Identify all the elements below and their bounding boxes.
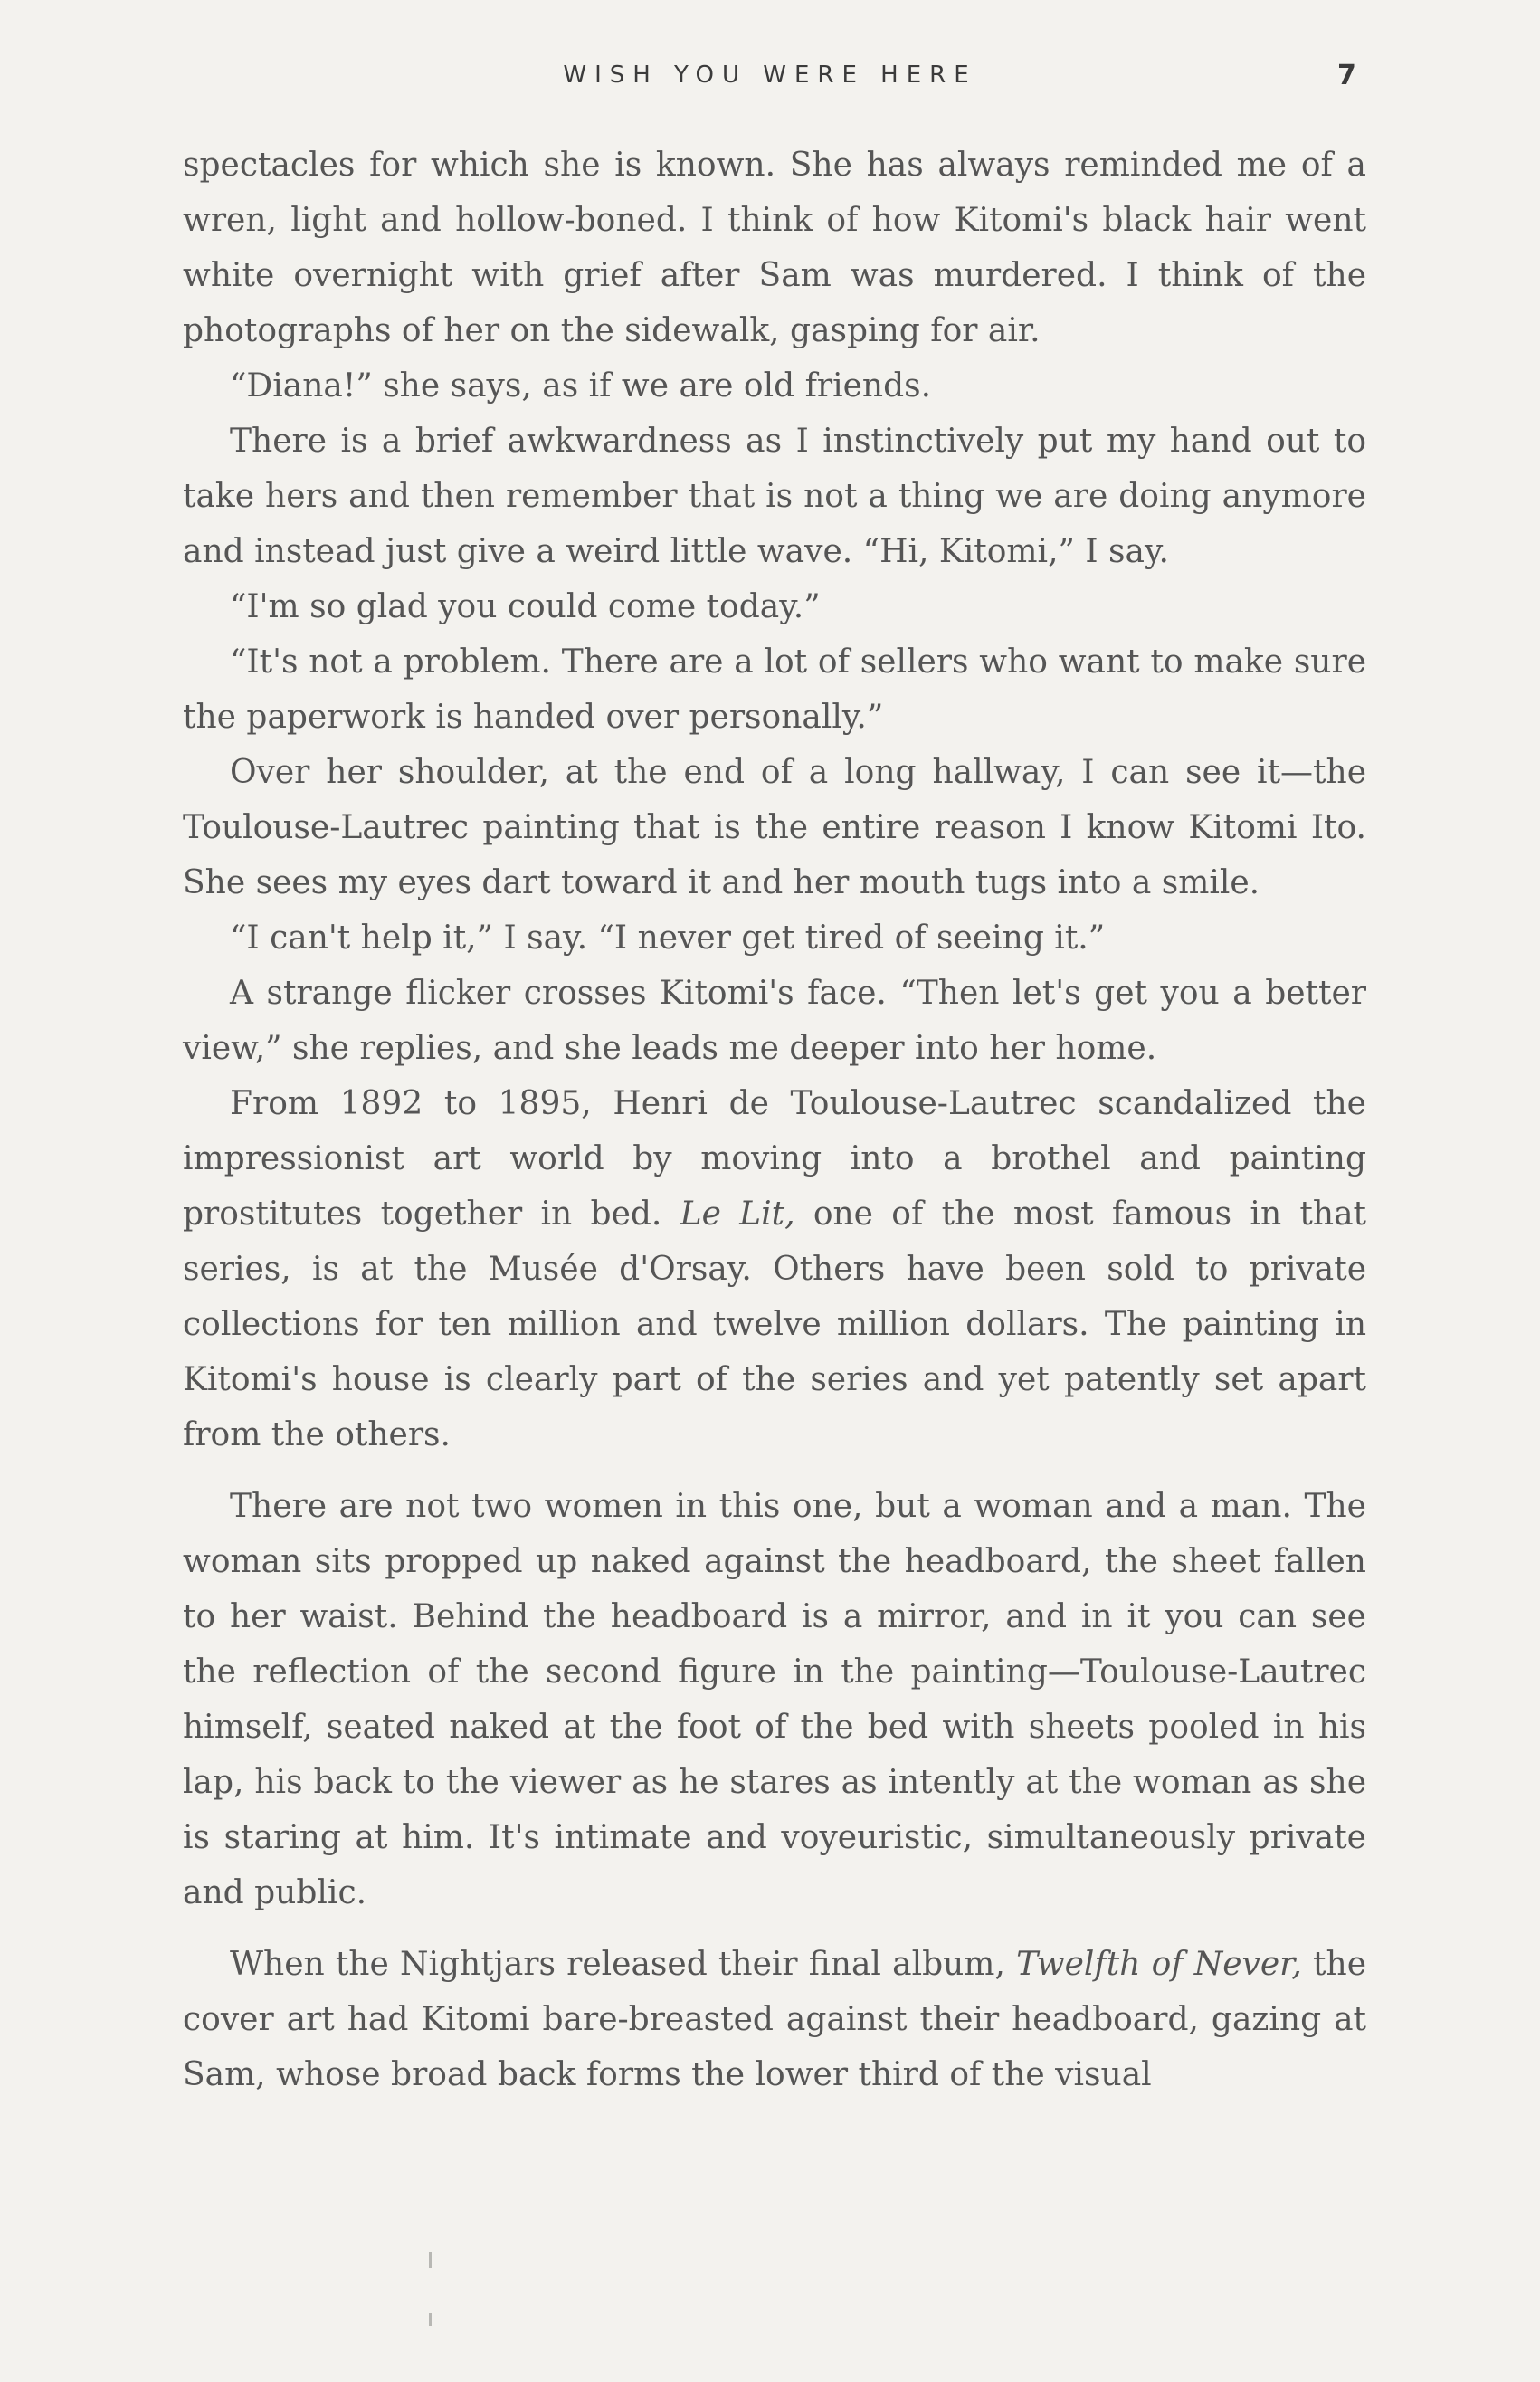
paragraph-6: Over her shoulder, at the end of a long hallway, I can see it—the Toulouse-Lautrec painting that is the entire reason I know Kitomi Ito. She sees my eyes dart toward it and her mouth tugs into a smile.	[183, 754, 1366, 901]
paragraph-9	[183, 1076, 1366, 1463]
scan-speck	[429, 2313, 432, 2326]
page-number: 7	[1337, 60, 1356, 91]
paragraph-11	[183, 1937, 1366, 2102]
paragraph-2: “Diana!” she says, as if we are old friends.	[230, 367, 932, 405]
paragraph-5: “It's not a problem. There are a lot of sellers who want to make sure the paperwork is handed over personally.”	[183, 643, 1366, 736]
paragraph-gap	[183, 1463, 1366, 1479]
paragraph-11-text-b: the cover art had Kitomi bare-breasted against their headboard, gazing at Sam, whose broad back forms the lower third of the visual	[183, 1946, 1366, 2093]
paragraph-10: There are not two women in this one, but a woman and a man. The woman sits propped up naked against the headboard, the sheet fallen to her waist. Behind the headboard is a mirror, and in it you can see the reflection of the second figure in the painting—Toulouse-Lautrec himself, seated naked at the foot of the bed with sheets pooled in his lap, his back to the viewer as he stares as intently at the woman as she is staring at him. It's intimate and voyeuristic, simultaneously private and public.	[183, 1488, 1366, 1911]
paragraph-1: spectacles for which she is known. She has always reminded me of a wren, light and hollow-boned. I think of how Kitomi's black hair went white overnight with grief after Sam was murdered. I think of the photographs of her on the sidewalk, gasping for air.	[183, 147, 1366, 349]
paragraph-9-text-a: From 1892 to 1895, Henri de Toulouse-Lautrec scandalized the impressionist art world by moving into a brothel and painting prostitutes together in bed.	[183, 1085, 1366, 1233]
scan-speck	[429, 2252, 432, 2268]
artwork-title: Le Lit,	[680, 1196, 795, 1233]
paragraph-4: “I'm so glad you could come today.”	[230, 588, 821, 625]
paragraph-3: There is a brief awkwardness as I instinctively put my hand out to take hers and then remember that is not a thing we are doing anymore and instead just give a weird little wave. “Hi, Kitomi,” I say.	[183, 423, 1366, 570]
paragraph-9-text-b: one of the most famous in that series, is at the Musée d'Orsay. Others have been sold to private collections for ten million and twelve million dollars. The painting in Kitomi's house is clearly part of the series and yet patently set apart from the others.	[183, 1196, 1367, 1453]
paragraph-7: “I can't help it,” I say. “I never get tired of seeing it.”	[230, 919, 1106, 957]
album-title: Twelfth of Never,	[1016, 1946, 1302, 1983]
paragraph-gap	[183, 1920, 1366, 1937]
paragraph-8: A strange flicker crosses Kitomi's face. “Then let's get you a better view,” she replies, and she leads me deeper into her home.	[183, 975, 1366, 1067]
paragraph-11-text-a: When the Nightjars released their final album,	[230, 1946, 1017, 1983]
running-title: WISH YOU WERE HERE	[563, 62, 977, 89]
body-text	[183, 138, 1366, 2102]
running-head	[0, 62, 1540, 98]
